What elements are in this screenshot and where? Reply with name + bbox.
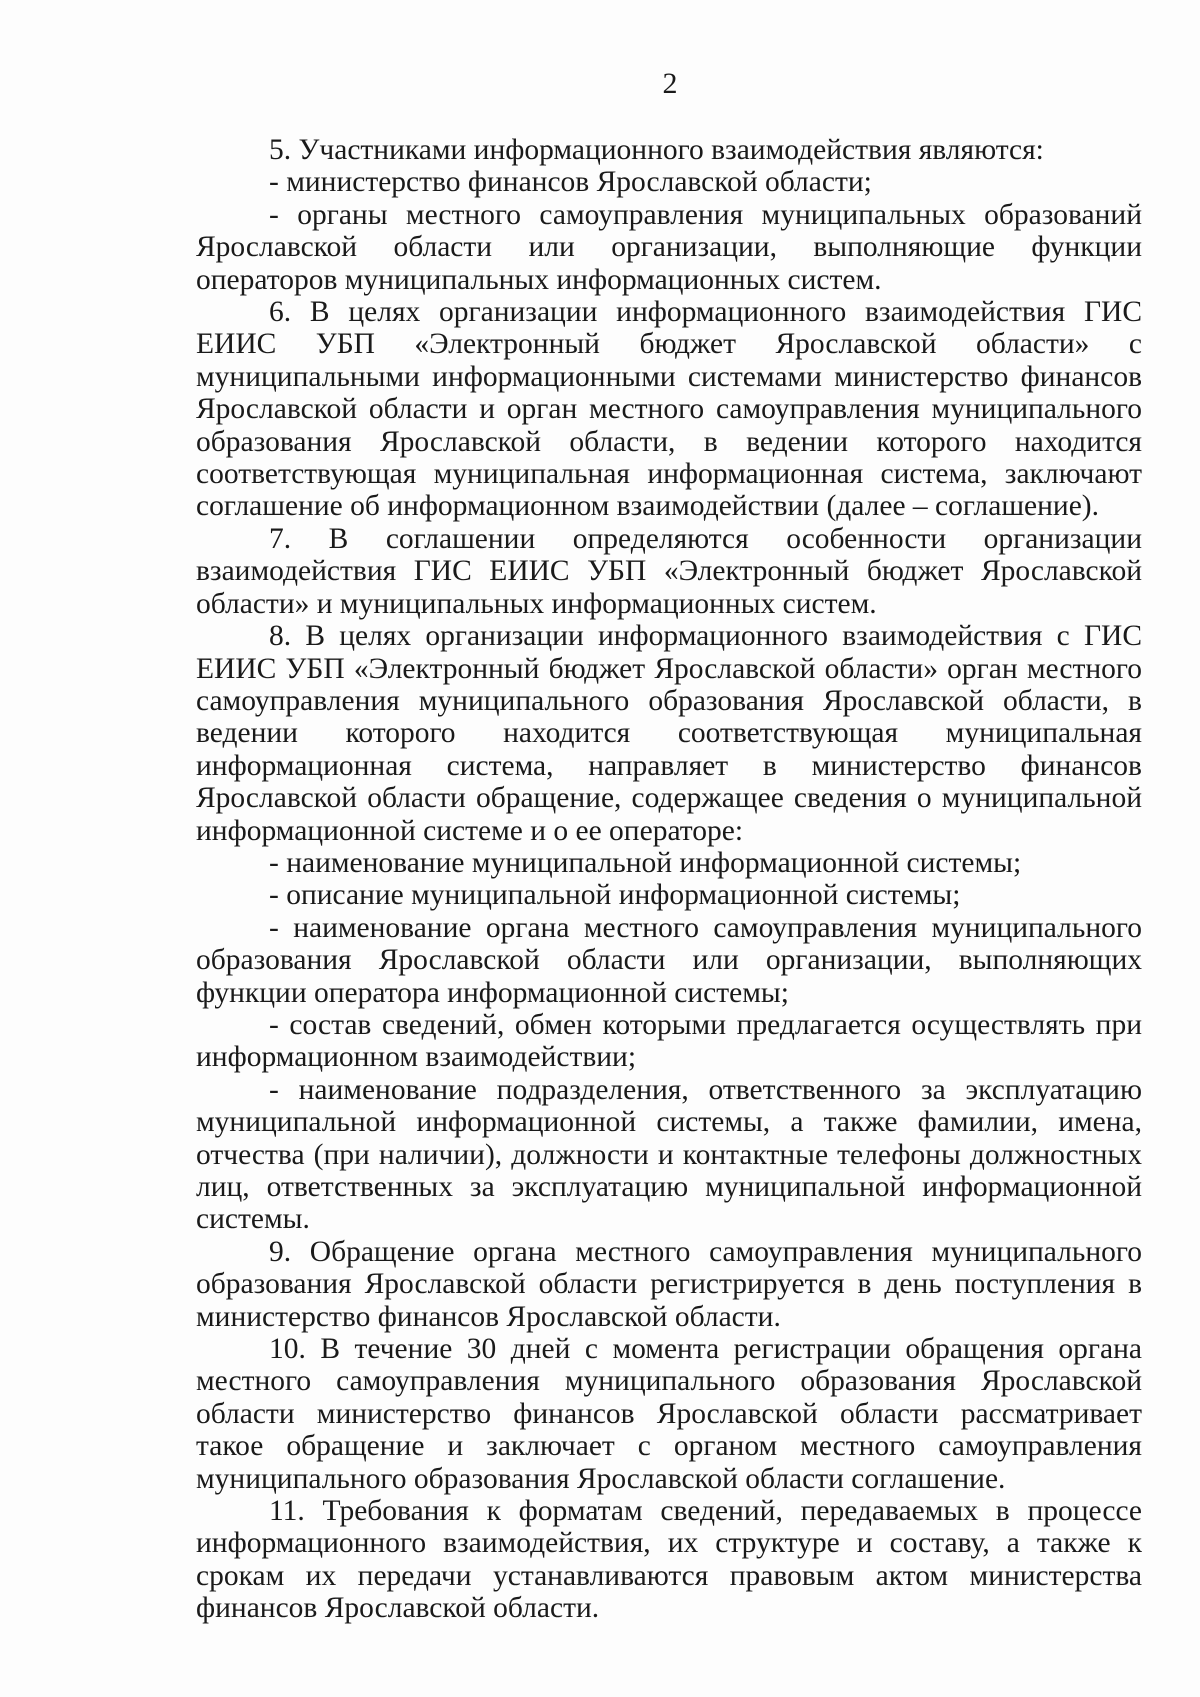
document-body [196, 134, 1142, 1625]
paragraph-participants: 5. Участниками информационного взаимодействия являются: [269, 134, 1044, 166]
list-item-operator-name: - наименование органа местного самоуправления муниципального образования Ярославской области или организации, выполняющих функции оператора информационной системы; [196, 911, 1142, 1009]
paragraph-8: 8. В целях организации информационного взаимодействия с ГИС ЕИИС УБП «Электронный бюджет Ярославской области» орган местного самоуправления муниципального образования Ярославской области, в ведении которого находится соответствующая муниципальная информационная система, направляет в министерство финансов Ярославской области обращение, содержащее сведения о муниципальной информационной системе и о ее операторе: [196, 620, 1142, 847]
list-item-data-composition: - состав сведений, обмен которыми предлагается осуществлять при информационном взаимодействии; [196, 1008, 1142, 1074]
paragraph-9: 9. Обращение органа местного самоуправления муниципального образования Ярославской области регистрируется в день поступления в министерство финансов Ярославской области. [196, 1235, 1142, 1333]
list-item-ministry: - министерство финансов Ярославской области; [269, 166, 872, 199]
list-item-responsible-unit: - наименование подразделения, ответственного за эксплуатацию муниципальной информационной системы, а также фамилии, имена, отчества (при наличии), должности и контактные телефоны должностных лиц, ответственных за эксплуатацию муниципальной информационной системы. [196, 1073, 1142, 1236]
list-item-local-authorities: - органы местного самоуправления муниципальных образований Ярославской области или организации, выполняющие функции операторов муниципальных информационных систем. [196, 198, 1142, 296]
paragraph-11: 11. Требования к форматам сведений, передаваемых в процессе информационного взаимодействия, их структуре и составу, а также к срокам их передачи устанавливаются правовым актом министерства финансов Ярославской области. [196, 1495, 1142, 1625]
list-item-system-description: - описание муниципальной информационной системы; [269, 879, 961, 912]
paragraph-6: 6. В целях организации информационного взаимодействия ГИС ЕИИС УБП «Электронный бюджет Ярославской области» с муниципальными информационными системами министерство финансов Ярославской области и орган местного самоуправления муниципального образования Ярославской области, в ведении которого находится соответствующая муниципальная информационная система, заключают соглашение об информационном взаимодействии (далее – соглашение). [196, 296, 1142, 523]
paragraph-10: 10. В течение 30 дней с момента регистрации обращения органа местного самоуправления муниципального образования Ярославской области министерство финансов Ярославской области рассматривает такое обращение и заключает с органом местного самоуправления муниципального образования Ярославской области соглашение. [196, 1333, 1142, 1495]
page-number: 2 [662, 67, 678, 100]
paragraph-7: 7. В соглашении определяются особенности организации взаимодействия ГИС ЕИИС УБП «Электронный бюджет Ярославской области» и муниципальных информационных систем. [196, 522, 1142, 620]
list-item-system-name: - наименование муниципальной информационной системы; [269, 846, 1022, 879]
